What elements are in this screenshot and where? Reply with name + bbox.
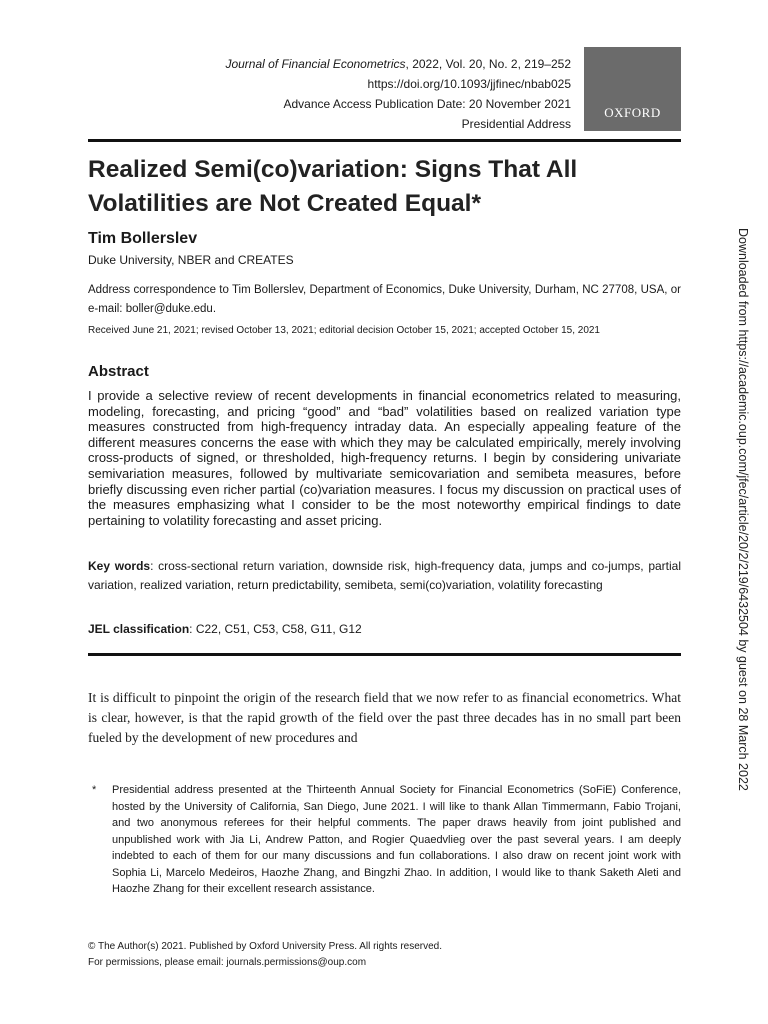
download-watermark: Downloaded from https://academic.oup.com/jfec/article/20/2/219/6432504 by guest on 28 March 2022 (736, 228, 750, 791)
doi-link[interactable]: https://doi.org/10.1093/jjfinec/nbab025 (367, 77, 571, 91)
article-title: Realized Semi(co)variation: Signs That All Volatilities are Not Created Equal* (88, 156, 578, 217)
abstract-heading: Abstract (88, 363, 149, 380)
journal-name: Journal of Financial Econometrics (225, 57, 406, 71)
jel-label: JEL classification (88, 622, 190, 636)
keywords-label: Key words (88, 559, 151, 573)
journal-volume: , 2022, Vol. 20, No. 2, 219–252 (405, 57, 571, 71)
jel-classification (88, 622, 362, 636)
journal-header (151, 54, 571, 134)
article-type: Presidential Address (461, 117, 571, 131)
body-paragraph: It is difficult to pinpoint the origin of the research field that we now refer to as financial econometrics. What is clear, however, is that the rapid growth of the field over the past three decades has in no small part been fueled by the development of new procedures and (88, 690, 681, 745)
article-dates: Received June 21, 2021; revised October 13, 2021; editorial decision October 15, 2021; accepted October 15, 2021 (88, 325, 600, 336)
footnote (88, 782, 681, 898)
footnote-text: Presidential address presented at the Thirteenth Annual Society for Financial Econometrics (SoFiE) Conference, hosted by the University of California, San Diego, June 2021. I will like to thank Allan Timmermann, Fabio Trojani, and two anonymous referees for their helpful comments. The paper draws heavily from joint published and unpublished work with Jia Li, Andrew Patton, and Rogier Quaedvlieg over the past several years. I am deeply indebted to each of them for our many discussions and fun collaborations. I also draw on recent joint work with Sophia Li, Marcelo Medeiros, Haozhe Zhang, and Bingzhi Zhao. In addition, I would like to thank Saketh Aleti and Haozhe Zhang for their excellent research assistance. (112, 784, 681, 895)
abstract-text: I provide a selective review of recent developments in financial econometrics related to measuring, modeling, forecasting, and pricing “good” and “bad” volatilities based on realized variation type measures constructed from high-frequency intraday data. An especially appealing feature of the different measures concerns the ease with which they may be calculated empirically, merely involving cross-products of signed, or thresholded, high-frequency returns. I begin by considering univariate semivariation measures, followed by multivariate semicovariation and semibeta measures, before briefly discussing even richer partial (co)variation measures. I focus my discussion on practical uses of the measures emphasizing what I consider to be the most noteworthy empirical findings to date pertaining to volatility forecasting and asset pricing. (88, 388, 681, 528)
oxford-logo: OXFORD (584, 47, 681, 131)
author-name: Tim Bollerslev (88, 230, 198, 247)
advance-access-date: Advance Access Publication Date: 20 November 2021 (283, 97, 571, 111)
journal-citation (151, 54, 571, 74)
keywords-text: : cross-sectional return variation, downside risk, high-frequency data, jumps and co-jumps, partial variation, realized variation, return predictability, semibeta, semi(co)variation, volatility forecasting (88, 559, 682, 592)
copyright-notice (88, 939, 442, 971)
top-divider (88, 139, 681, 142)
section-divider (88, 653, 681, 656)
correspondence-address: Address correspondence to Tim Bollerslev, Department of Economics, Duke University, Durham, NC 27708, USA, or e-mail: boller@duke.edu. (88, 284, 681, 315)
permissions-line: For permissions, please email: journals.permissions@oup.com (88, 957, 367, 968)
footnote-marker: * (92, 784, 97, 796)
keywords (88, 557, 681, 595)
author-affiliation: Duke University, NBER and CREATES (88, 253, 294, 267)
copyright-line: © The Author(s) 2021. Published by Oxford University Press. All rights reserved. (88, 941, 443, 952)
jel-codes: : C22, C51, C53, C58, G11, G12 (189, 622, 362, 636)
